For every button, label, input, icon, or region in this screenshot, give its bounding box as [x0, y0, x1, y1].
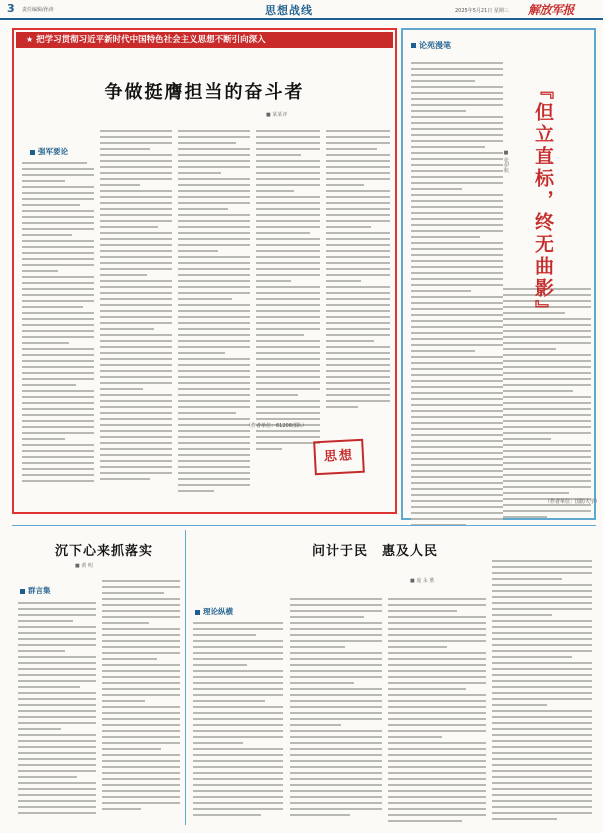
text-column-4	[256, 130, 320, 454]
bottom-left-byline: ■ 黄 明	[75, 563, 93, 569]
star-icon: ★	[26, 35, 34, 44]
square-bullet-icon	[411, 43, 416, 48]
bottom-right-column-3	[388, 598, 486, 826]
bottom-right-column-4	[492, 560, 592, 824]
article-banner	[16, 32, 393, 48]
bottom-left-subhead: 群言集	[20, 585, 51, 596]
side-column-label: 论苑漫笔	[411, 40, 451, 51]
masthead	[0, 0, 603, 20]
text-column-2	[100, 130, 172, 484]
article-source: （作者单位：61208部队）	[246, 423, 307, 429]
side-article[interactable]	[401, 28, 596, 520]
text-column-3	[178, 130, 250, 496]
bottom-right-headline: 问计于民 惠及人民	[312, 544, 439, 559]
publication-date: 2025年5月21日 星期三	[455, 8, 509, 14]
side-article-title: 『但立直标，终无曲影』	[532, 80, 554, 322]
section-title: 思想战线	[265, 4, 313, 17]
side-author-note: （作者单位：国防大学）	[545, 499, 601, 505]
side-article-byline: ■ 张伊航	[503, 150, 509, 173]
bottom-right-subhead: 理论纵横	[195, 606, 233, 617]
subhead-text: 强军要论	[38, 147, 68, 156]
main-article[interactable]	[12, 28, 397, 514]
side-text-column-1	[411, 62, 503, 530]
bottom-right-column-1	[193, 622, 283, 820]
bottom-left-headline: 沉下心来抓落实	[55, 544, 154, 559]
column-divider	[185, 530, 186, 825]
article-subhead	[30, 146, 68, 157]
bottom-right-byline: ■ 庞 永 胜	[410, 578, 435, 584]
bottom-left-column-2	[102, 580, 180, 814]
banner-text: 把学习贯彻习近平新时代中国特色社会主义思想不断引向深入	[36, 35, 266, 45]
text-column-1	[22, 162, 94, 486]
bottom-left-column-1	[18, 602, 96, 818]
bottom-right-column-2	[290, 598, 382, 820]
newspaper-logo: 解放军报	[528, 3, 575, 17]
article-byline: ■ 某某评	[266, 112, 288, 118]
text-column-5	[326, 130, 390, 412]
square-bullet-icon	[30, 150, 35, 155]
seal-stamp: 思想	[313, 439, 365, 476]
section-divider	[12, 525, 596, 526]
editor-line: 责任编辑/孙涛	[22, 7, 54, 13]
square-bullet-icon	[195, 610, 200, 615]
page-number: 3	[7, 2, 15, 15]
side-text-column-2	[503, 288, 591, 522]
square-bullet-icon	[20, 589, 25, 594]
article-headline: 争做挺膺担当的奋斗者	[104, 82, 305, 103]
